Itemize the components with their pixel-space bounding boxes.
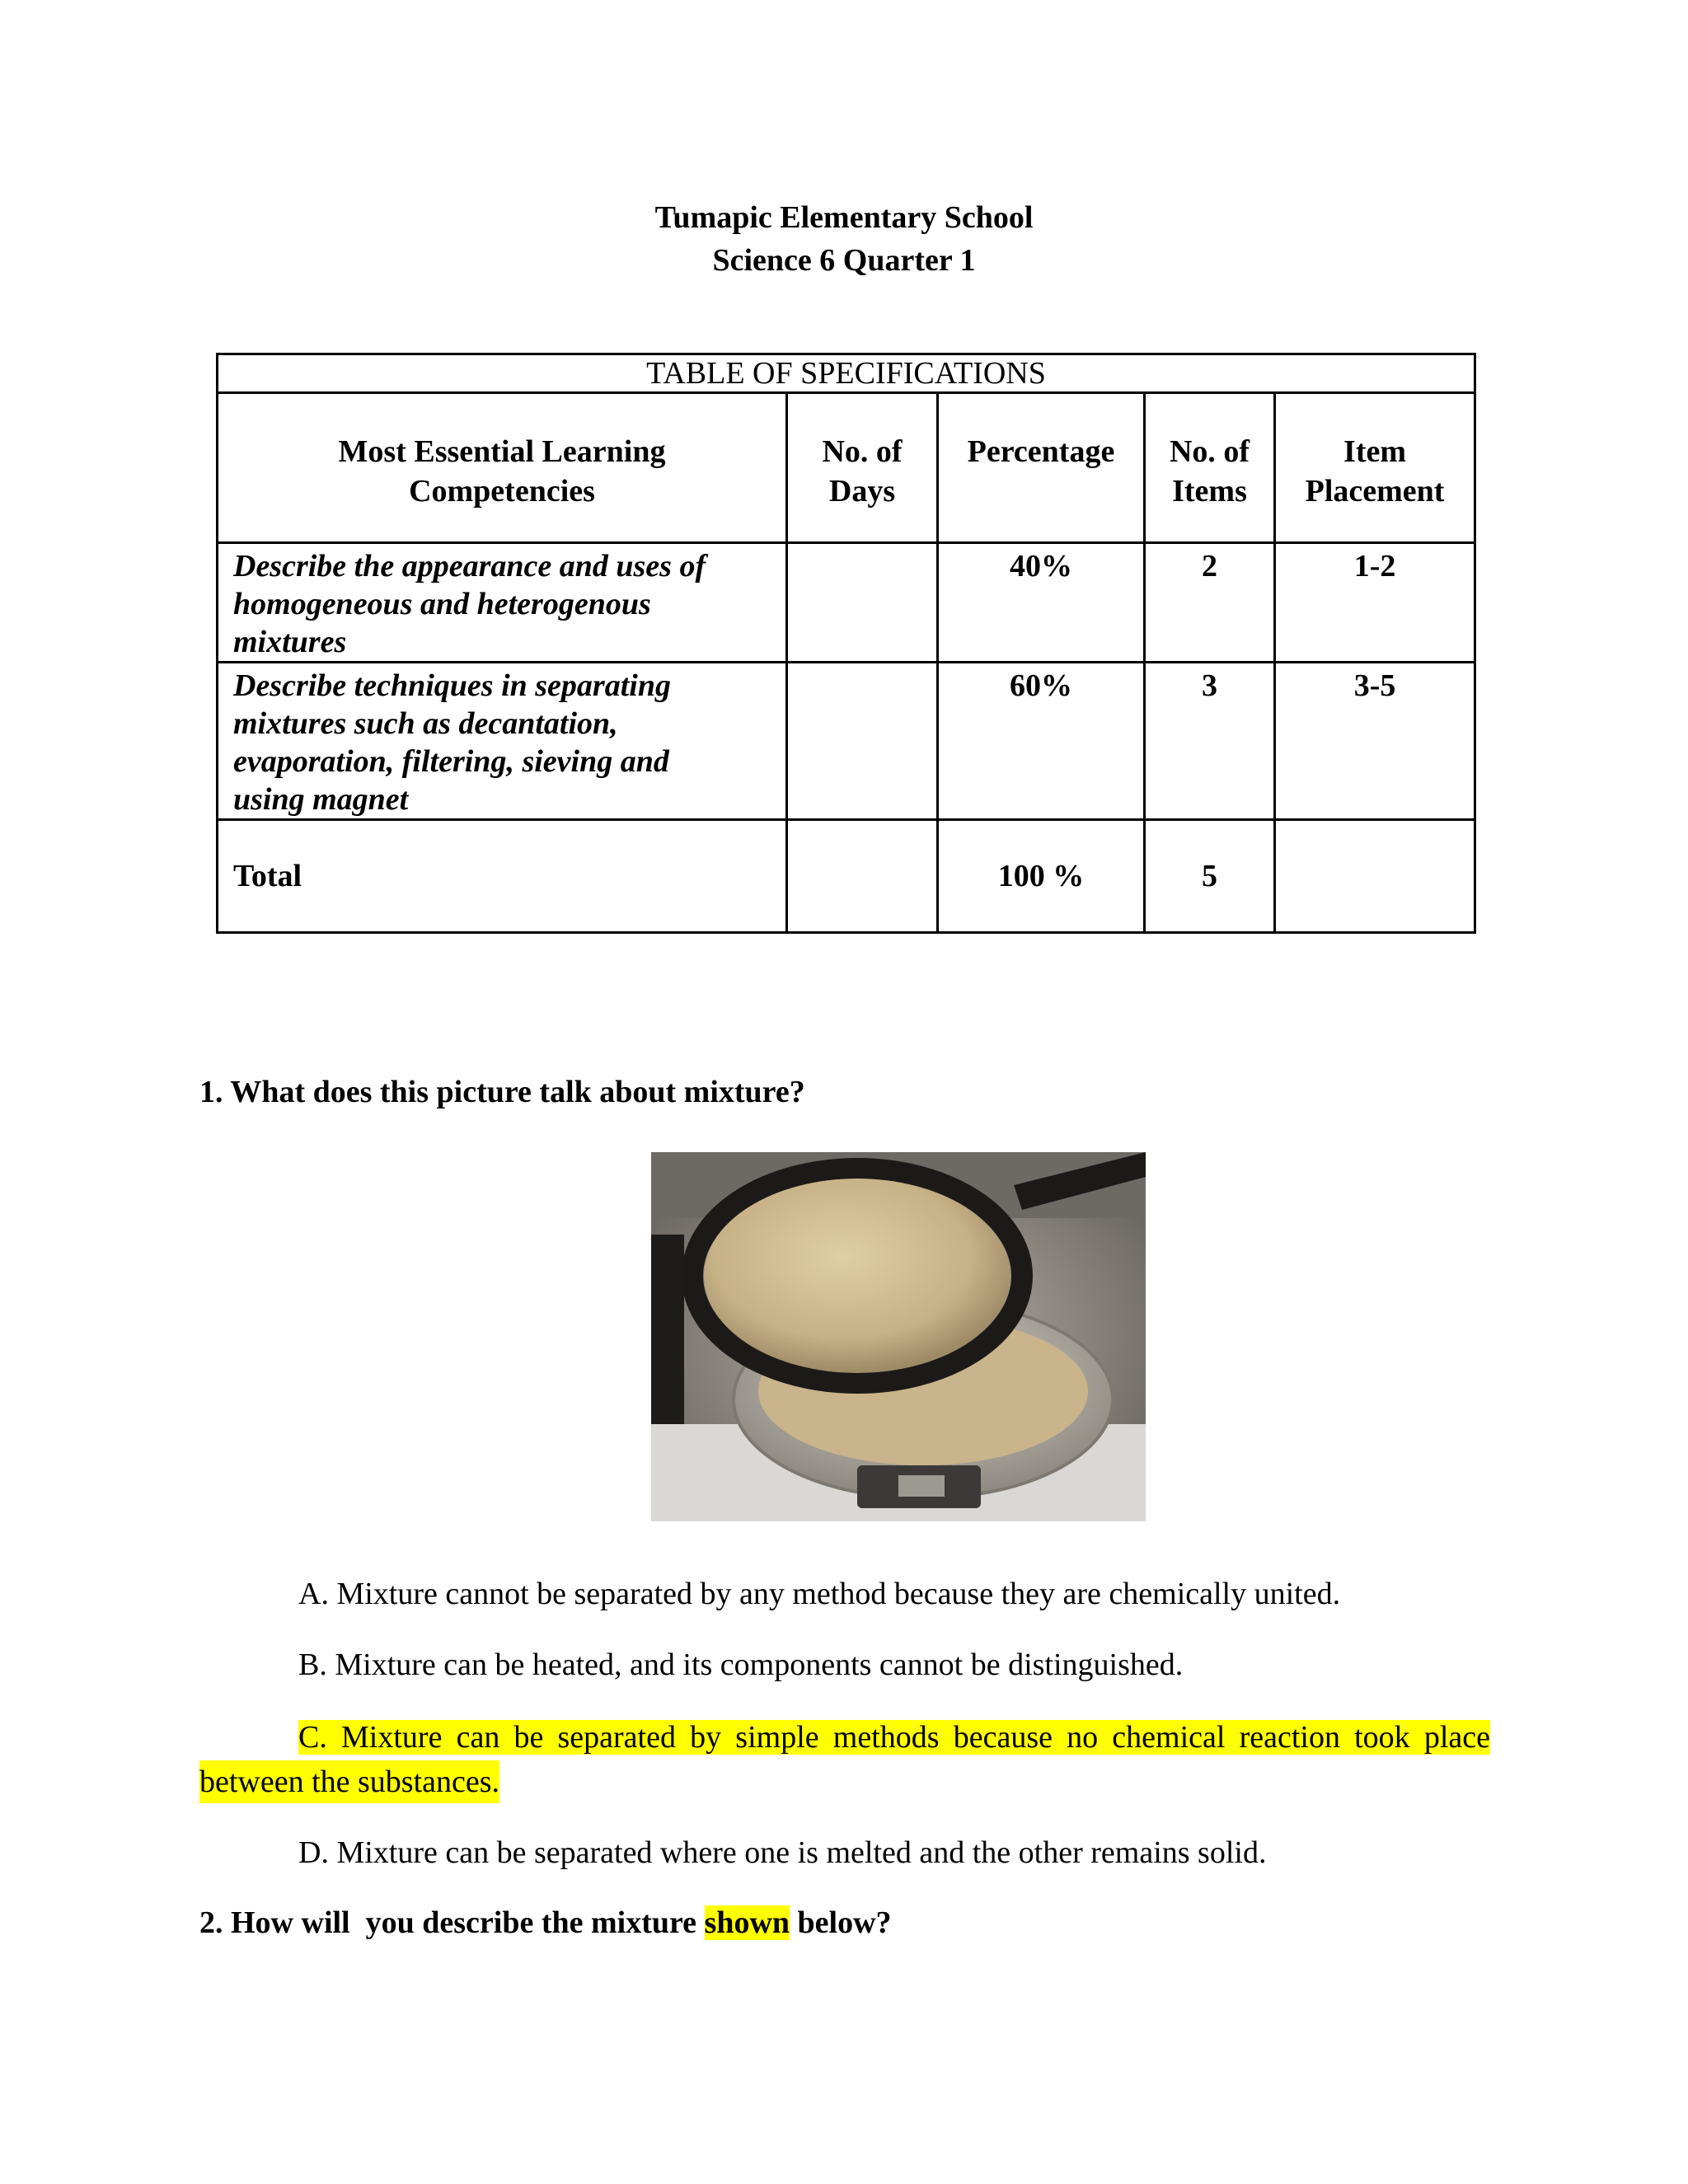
table-row — [218, 663, 1475, 820]
question-1: 1. What does this picture talk about mixture? — [199, 1075, 805, 1109]
items-cell: 3 — [1145, 663, 1275, 820]
header-days: No. of Days — [787, 393, 938, 543]
subject-quarter: Science 6 Quarter 1 — [712, 243, 976, 278]
total-items: 5 — [1145, 820, 1275, 933]
competency-cell: Describe techniques in separating mixtures such as decantation, evaporation, filtering, sieving and using magnet — [218, 663, 787, 820]
table-title: TABLE OF SPECIFICATIONS — [218, 354, 1475, 393]
table-header-row — [218, 393, 1475, 543]
days-cell — [787, 543, 938, 663]
percentage-cell: 60% — [938, 663, 1145, 820]
percentage-cell: 40% — [938, 543, 1145, 663]
items-cell: 2 — [1145, 543, 1275, 663]
option-c-line1: C. Mixture can be separated by simple methods because no chemical reaction took place — [298, 1720, 1490, 1755]
header-percentage: Percentage — [938, 393, 1145, 543]
days-cell — [787, 663, 938, 820]
total-placement — [1275, 820, 1475, 933]
total-days — [787, 820, 938, 933]
header-competency: Most Essential Learning Competencies — [218, 393, 787, 543]
header-placement: Item Placement — [1275, 393, 1475, 543]
option-d: D. Mixture can be separated where one is melted and the other remains solid. — [298, 1835, 1267, 1870]
school-name: Tumapic Elementary School — [654, 200, 1034, 235]
option-a: A. Mixture cannot be separated by any method because they are chemically united. — [298, 1577, 1341, 1611]
sieve-mixture-photo — [651, 1152, 1146, 1521]
competency-cell: Describe the appearance and uses of homogeneous and heterogenous mixtures — [218, 543, 787, 663]
total-label: Total — [218, 820, 787, 933]
option-c-line2: between the substances. — [199, 1760, 499, 1803]
header-items: No. of Items — [1145, 393, 1275, 543]
option-b: B. Mixture can be heated, and its components cannot be distinguished. — [298, 1647, 1184, 1682]
question-2-text-before: 2. How will you describe the mixture — [199, 1905, 705, 1940]
placement-cell: 3-5 — [1275, 663, 1475, 820]
placement-cell: 1-2 — [1275, 543, 1475, 663]
question-2-highlight: shown — [704, 1905, 790, 1940]
table-row — [218, 543, 1475, 663]
question-2 — [199, 1902, 892, 1943]
question-2-text-after: below? — [790, 1905, 892, 1940]
option-c-correct — [199, 1716, 1490, 1803]
total-percentage: 100 % — [938, 820, 1145, 933]
table-total-row — [218, 820, 1475, 933]
table-of-specifications — [216, 353, 1476, 934]
